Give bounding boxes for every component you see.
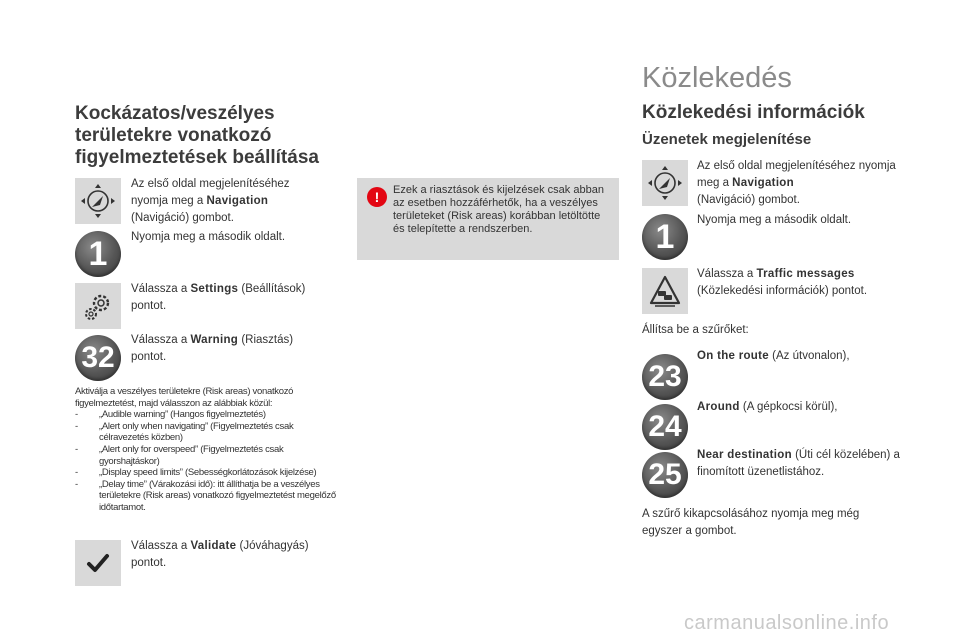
left-step1-text: Az első oldal megjelenítéséhez nyomja meg a Navigation (Navigáció) gombot.: [131, 178, 290, 224]
right-step1-text: Az első oldal megjelenítéséhez nyomja meg a Navigation (Navigáció) gombot.: [697, 160, 896, 206]
watermark: carmanualsonline.info: [684, 612, 890, 634]
warning-note-box: [357, 178, 619, 260]
step-badge-1-right: 1: [642, 214, 688, 260]
step-badge-1: 1: [75, 231, 121, 277]
filter-around: Around (A gépkocsi körül),: [697, 401, 838, 413]
warning-options-list: [75, 386, 340, 514]
left-step3-text: Válassza a Settings (Beállítások) pontot.: [131, 283, 306, 312]
settings-icon-box: [75, 283, 121, 329]
warning-note-text: Ezek a riasztások és kijelzések csak abban az esetben hozzáférhetők, ha a veszélyes területeket (Risk areas) korábban letöltötte és telepítette a rendszerben.: [393, 184, 604, 235]
section-title: Közlekedés: [642, 62, 792, 94]
list-item: - „Display speed limits” (Sebességkorlátozások kijelzése): [75, 467, 317, 479]
validate-icon-box: [75, 540, 121, 586]
exclamation-icon: !: [367, 187, 387, 207]
right-subheading: Üzenetek megjelenítése: [642, 131, 812, 148]
right-step3-text: Válassza a Traffic messages (Közlekedési információk) pontot.: [697, 268, 868, 297]
list-item: - „Audible warning” (Hangos figyelmeztetés): [75, 409, 266, 421]
list-item: - „Delay time” (Várakozási idő): itt állíthatja be a veszélyes területekre (Risk areas) vonatkozó figyelmeztetést megelőző időtartamot.: [75, 478, 336, 513]
left-step5-text: Válassza a Validate (Jóváhagyás) pontot.: [131, 540, 309, 569]
left-heading: Kockázatos/veszélyes területekre vonatkozó figyelmeztetések beállítása: [75, 103, 319, 168]
right-heading: Közlekedési információk: [642, 102, 865, 123]
navigation-icon-box-right: [642, 160, 688, 206]
traffic-warning-icon: [645, 271, 685, 311]
navigation-icon-box: [75, 178, 121, 224]
step-badge-25: 25: [642, 452, 688, 498]
filter-near-destination: Near destination (Úti cél közelében) a finomított üzenetlistához.: [697, 449, 900, 478]
list-intro: Aktiválja a veszélyes területekre (Risk areas) vonatkozó figyelmeztetést, majd válasszon az alábbiak közül:: [75, 386, 294, 409]
left-step2-text: Nyomja meg a második oldalt.: [131, 231, 286, 243]
filters-intro: Állítsa be a szűrőket:: [642, 324, 749, 336]
step-badge-32: 32: [75, 335, 121, 381]
list-item: - „Alert only for overspeed” (Figyelmeztetés csak gyorshajtáskor): [75, 443, 284, 467]
filter-outro: A szűrő kikapcsolásához nyomja meg még egyszer a gombot.: [642, 508, 860, 537]
step-badge-24: 24: [642, 404, 688, 450]
filter-on-route: On the route (Az útvonalon),: [697, 350, 850, 362]
traffic-icon-box: [642, 268, 688, 314]
left-step4-text: Válassza a Warning (Riasztás) pontot.: [131, 334, 294, 363]
checkmark-icon: [83, 548, 113, 578]
navigation-icon: [645, 163, 685, 203]
right-step2-text: Nyomja meg a második oldalt.: [697, 214, 852, 226]
settings-gears-icon: [78, 286, 118, 326]
list-item: - „Alert only when navigating” (Figyelmeztetés csak célravezetés közben): [75, 420, 294, 444]
step-badge-23: 23: [642, 354, 688, 400]
navigation-icon: [78, 181, 118, 221]
